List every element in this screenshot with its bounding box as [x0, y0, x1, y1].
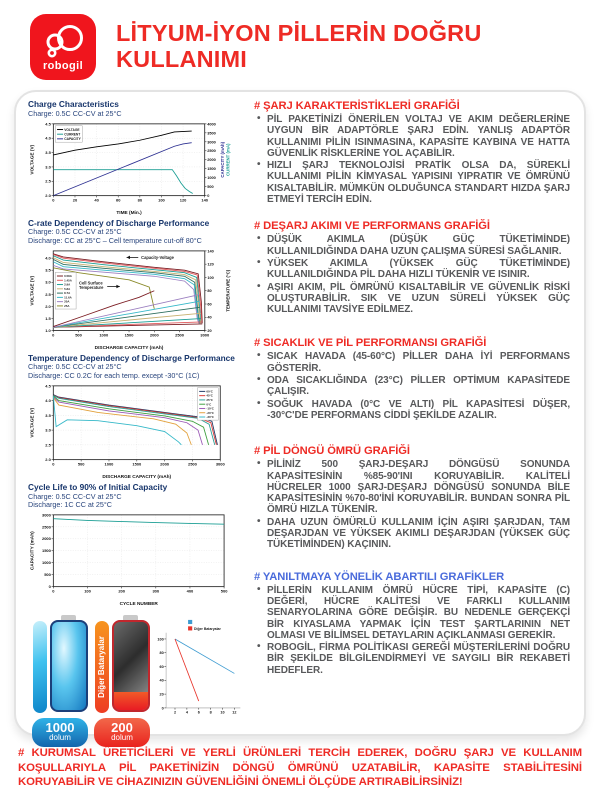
chart-block-crate	[28, 219, 246, 351]
cycle-life-chart	[28, 510, 232, 607]
page-title-line1: LİTYUM-İYON PİLLERİN DOĞRU	[116, 20, 482, 47]
badge-value: 200	[111, 720, 133, 736]
svg-text:CURRENT: CURRENT	[64, 132, 81, 137]
svg-text:CAPACITY (mAh): CAPACITY (mAh)	[30, 531, 36, 571]
svg-text:2000: 2000	[42, 536, 51, 542]
svg-text:CAPACITY (mAh): CAPACITY (mAh)	[219, 141, 225, 178]
svg-text:4.0: 4.0	[45, 135, 51, 141]
svg-text:Diğer Bataryalar: Diğer Bataryalar	[194, 627, 221, 632]
svg-text:2.5: 2.5	[45, 291, 51, 297]
bullet-list	[254, 351, 570, 421]
svg-text:0: 0	[52, 461, 55, 467]
svg-text:3000: 3000	[200, 332, 210, 338]
svg-text:CURRENT (mA): CURRENT (mA)	[225, 143, 231, 176]
svg-text:0: 0	[48, 584, 51, 590]
svg-text:40: 40	[94, 197, 99, 203]
svg-text:20: 20	[72, 197, 78, 203]
svg-text:100: 100	[157, 637, 164, 642]
bullet-item: • PİLLERİN KULLANIM ÖMRÜ HÜCRE TİPİ, KAPASİTE (C) DEĞERİ, HÜCRE KALİTESİ VE FARKLI KULLANIM SENARYOLARINA GÖRE DEĞİŞİR. BU NEDENLE GERÇEKÇİ BİR KIYASLAMA YAPMAK İÇİN TEST ŞARTLARININ NET OLMASI VE BİLİMSEL DETAYLARIN AÇIKLANMASI GEREKİR.	[267, 585, 570, 641]
svg-text:2.0: 2.0	[45, 457, 51, 463]
svg-text:1.5: 1.5	[45, 315, 51, 321]
svg-text:2: 2	[173, 710, 177, 715]
svg-text:140: 140	[201, 197, 209, 203]
svg-text:4.0: 4.0	[45, 255, 51, 261]
bullet-item: • SOĞUK HAVADA (0°C VE ALTI) PİL KAPASİTESİ DÜŞER, -30°C'DE PERFORMANS CİDDİ ŞEKİLDE AZALIR.	[267, 399, 570, 422]
svg-text:6: 6	[197, 710, 200, 715]
svg-text:60°C: 60°C	[206, 389, 213, 394]
svg-text:20: 20	[159, 692, 164, 697]
svg-text:4.5: 4.5	[45, 121, 51, 127]
bad-battery-badge	[94, 718, 150, 747]
svg-text:1500: 1500	[124, 332, 134, 338]
section-heading: # ŞARJ KARAKTERİSTİKLERİ GRAFİĞİ	[254, 100, 460, 112]
chart-block-cycle-life	[28, 483, 246, 607]
svg-text:Temperature: Temperature	[79, 284, 104, 290]
bullet-list	[254, 585, 570, 676]
svg-text:DISCHARGE CAPACITY (mAh): DISCHARGE CAPACITY (mAh)	[102, 475, 172, 480]
svg-text:1.45A: 1.45A	[64, 278, 72, 283]
robogil-logo-icon	[38, 23, 88, 59]
svg-text:VOLTAGE (V): VOLTAGE (V)	[30, 407, 36, 438]
red-battery-fill	[114, 692, 148, 710]
svg-text:1000: 1000	[104, 461, 114, 467]
badge-unit: dolum	[49, 733, 71, 743]
page-title-line2: KULLANIMI	[116, 46, 248, 72]
bad-battery-row	[95, 615, 150, 713]
svg-text:TIME (Min.): TIME (Min.)	[116, 210, 142, 216]
page-header	[0, 0, 600, 84]
svg-text:120: 120	[179, 197, 187, 203]
svg-text:10: 10	[220, 710, 225, 715]
temperature-discharge-chart	[28, 381, 232, 480]
chart-subtitle: Charge: 0.5C CC-CV at 25°C	[28, 227, 122, 237]
svg-text:0: 0	[207, 192, 210, 198]
battery-comparison-graphic	[32, 615, 246, 747]
good-battery-group	[32, 615, 88, 747]
svg-text:3.5: 3.5	[45, 149, 51, 155]
red-battery-body	[112, 620, 150, 712]
svg-text:2.9A: 2.9A	[64, 282, 71, 287]
svg-text:8.7A: 8.7A	[64, 291, 71, 296]
chart-subtitle: Discharge: 1C CC at 25°C	[28, 499, 112, 509]
svg-text:-30°C: -30°C	[206, 415, 214, 420]
svg-text:VOLTAGE (V): VOLTAGE (V)	[30, 275, 36, 306]
badge-value: 1000	[45, 720, 75, 736]
svg-text:8: 8	[209, 710, 212, 715]
sections-column	[250, 100, 574, 730]
chart-block-temperature	[28, 354, 246, 480]
svg-text:CYCLE NUMBER: CYCLE NUMBER	[119, 602, 158, 608]
section-desarj-akimi	[254, 220, 570, 315]
svg-text:3500: 3500	[207, 130, 216, 136]
chart-title: C-rate Dependency of Discharge Performance	[28, 217, 210, 228]
badge-unit: dolum	[111, 733, 133, 743]
svg-text:140: 140	[207, 248, 214, 254]
svg-text:100: 100	[207, 274, 214, 280]
svg-text:1.0: 1.0	[45, 327, 51, 333]
svg-text:120: 120	[207, 261, 214, 267]
svg-text:1000: 1000	[207, 174, 216, 180]
chart-subtitle: Charge: 0.5C CC-CV at 25°C	[28, 491, 122, 501]
svg-text:2.0: 2.0	[45, 303, 51, 309]
svg-text:11.6A: 11.6A	[64, 295, 72, 300]
bullet-item: • SICAK HAVADA (45-60°C) PİLLER DAHA İYİ PERFORMANS GÖSTERİR.	[267, 351, 570, 374]
svg-text:3000: 3000	[215, 461, 225, 467]
chart-subtitle: Discharge: CC at 25°C – Cell temperature cut-off 80°C	[28, 235, 202, 245]
svg-text:20: 20	[207, 327, 212, 333]
svg-text:Capacity-Voltage: Capacity-Voltage	[141, 254, 174, 260]
svg-text:80: 80	[137, 197, 143, 203]
charts-column	[24, 99, 246, 743]
svg-text:0: 0	[52, 332, 55, 338]
svg-text:4.0: 4.0	[45, 398, 51, 404]
svg-text:CAPACITY: CAPACITY	[64, 136, 81, 141]
section-yaniltici-grafikler	[254, 571, 570, 676]
svg-text:1000: 1000	[42, 560, 51, 566]
bullet-item: • DAHA UZUN ÖMÜRLÜ KULLANIM İÇİN AŞIRI ŞARJDAN, TAM DEŞARJDAN VE YÜKSEK AKIMLI DEŞARJDAN (YÜKSEK GÜÇ TÜKETİMİNDEN) KAÇININ.	[267, 517, 570, 551]
svg-text:2.5: 2.5	[45, 442, 51, 448]
svg-text:200: 200	[118, 588, 125, 594]
bullet-item: • AŞIRI AKIM, PİL ÖMRÜNÜ KISALTABİLİR VE GÜVENLİK RİSKİ OLUŞTURABİLİR. SIK VE UZUN SÜRELİ YÜKSEK GÜÇ KULLANIMI TAVSİYE EDİLMEZ.	[267, 282, 570, 316]
chart-block-charge	[28, 100, 246, 216]
section-sarj-karakteristikleri	[254, 100, 570, 205]
chart-subtitle: Charge: 0.5C CC-CV at 25°C	[28, 362, 122, 372]
chart-title: Temperature Dependency of Discharge Performance	[28, 352, 235, 363]
bullet-item: • ROBOGİL, FİRMA POLİTİKASI GEREĞİ MÜŞTERİLERİNİ DOĞRU BİR ŞEKİLDE BİLGİLENDİRMEYİ VE SAYGILI BİR REKABETİ HEDEFLER.	[267, 642, 570, 676]
svg-text:60: 60	[159, 665, 164, 670]
svg-text:3.0: 3.0	[45, 427, 51, 433]
svg-text:4: 4	[185, 710, 188, 715]
battery-comparison-mini-chart	[156, 617, 244, 720]
svg-text:25A: 25A	[64, 303, 70, 308]
svg-text:VOLTAGE: VOLTAGE	[64, 127, 80, 132]
svg-text:2500: 2500	[42, 524, 51, 530]
svg-text:0.58A: 0.58A	[64, 274, 72, 279]
chart-subtitle: Charge: 0.5C CC-CV at 25°C	[28, 108, 122, 118]
bullet-list	[254, 114, 570, 205]
section-dongu-omru	[254, 445, 570, 550]
section-heading: # PİL DÖNGÜ ÖMRÜ GRAFİĞİ	[254, 445, 410, 458]
blue-battery-body	[50, 620, 88, 712]
svg-text:2500: 2500	[175, 332, 184, 338]
svg-text:2.0: 2.0	[45, 192, 51, 198]
blue-battery	[50, 615, 88, 712]
svg-text:80: 80	[159, 651, 164, 656]
svg-text:1500: 1500	[207, 165, 216, 171]
svg-text:3.5: 3.5	[45, 412, 51, 418]
svg-text:500: 500	[77, 461, 85, 467]
svg-text:3.0: 3.0	[45, 164, 51, 170]
svg-text:2500: 2500	[207, 148, 216, 154]
chart-title: Cycle Life to 90% of Initial Capacity	[28, 482, 168, 492]
svg-text:2.5: 2.5	[45, 178, 51, 184]
logo-text: robogil	[42, 59, 84, 72]
red-battery	[112, 615, 150, 712]
svg-text:TEMPERATURE (°C): TEMPERATURE (°C)	[225, 269, 231, 312]
svg-text:60: 60	[207, 301, 212, 307]
bullet-item: • ODA SICAKLIĞINDA (23°C) PİLLER OPTİMUM KAPASİTEDE ÇALIŞIR.	[267, 375, 570, 398]
svg-text:1500: 1500	[132, 461, 142, 467]
svg-text:DISCHARGE CAPACITY (mAh): DISCHARGE CAPACITY (mAh)	[94, 345, 164, 351]
robogil-logo	[30, 14, 96, 80]
chart-title: Charge Characteristics	[28, 99, 119, 109]
svg-text:0: 0	[52, 197, 55, 203]
svg-text:0: 0	[52, 588, 55, 594]
crate-discharge-chart	[28, 246, 232, 351]
svg-text:1500: 1500	[42, 548, 51, 554]
svg-text:500: 500	[75, 332, 82, 338]
bullet-item: • PİL PAKETİNİZİ ÖNERİLEN VOLTAJ VE AKIM DEĞERLERİNE UYGUN BİR ADAPTÖRLE ŞARJ EDİN. YANLIŞ ADAPTÖR KULLANIMI PİLİN ISINMASINA, KAPASİTE KAYBINA VE HATTA GÜVENLİK RİSKLERİNE YOL AÇABİLİR.	[267, 114, 570, 159]
svg-text:0: 0	[161, 706, 164, 711]
svg-text:60: 60	[116, 197, 121, 203]
svg-text:-10°C: -10°C	[206, 406, 214, 411]
good-battery-row	[33, 615, 88, 713]
section-heading: # YANILTMAYA YÖNELİK ABARTILI GRAFİKLER	[254, 570, 505, 583]
svg-text:500: 500	[220, 588, 228, 594]
bullet-item: • YÜKSEK AKIMLA (YÜKSEK GÜÇ TÜKETİMİNDE) KULLANILDIĞINDA PİL DAHA HIZLI TÜKENİR VE ISINIR.	[267, 258, 570, 281]
svg-text:2500: 2500	[188, 461, 197, 467]
svg-text:4000: 4000	[207, 121, 216, 127]
svg-text:20A: 20A	[64, 299, 70, 304]
svg-text:45°C: 45°C	[206, 393, 213, 398]
other-batteries-label: Diğer Bataryalar	[97, 636, 106, 698]
svg-text:2000: 2000	[207, 157, 216, 163]
svg-text:3.0: 3.0	[45, 279, 51, 285]
svg-text:40: 40	[207, 314, 212, 320]
svg-text:100: 100	[158, 197, 165, 203]
svg-text:5.8A: 5.8A	[64, 286, 71, 291]
svg-text:400: 400	[186, 588, 194, 594]
charge-characteristics-chart	[28, 119, 232, 216]
svg-text:3.5: 3.5	[45, 267, 51, 273]
blue-battery-bar	[33, 621, 47, 713]
svg-text:2000: 2000	[160, 461, 170, 467]
section-sicaklik-performans	[254, 337, 570, 421]
orange-battery-bar	[95, 621, 109, 713]
bullet-item: • DÜŞÜK AKIMLA (DÜŞÜK GÜÇ TÜKETİMİNDE) KULLANILDIĞINDA DAHA UZUN ÇALIŞMA SÜRESİ SAĞLANIR.	[267, 234, 570, 257]
page-title	[116, 21, 482, 73]
svg-text:40: 40	[159, 678, 164, 683]
main-card	[14, 90, 586, 743]
svg-text:12: 12	[232, 710, 237, 715]
svg-text:3000: 3000	[42, 512, 51, 518]
svg-text:-20°C: -20°C	[206, 410, 214, 415]
svg-text:80: 80	[207, 288, 212, 294]
chart-subtitle: Discharge: CC 0.2C for each temp. except -30°C (1C)	[28, 370, 200, 380]
svg-text:Cell Surface: Cell Surface	[79, 280, 103, 286]
good-battery-badge	[32, 718, 88, 747]
svg-text:1000: 1000	[99, 332, 109, 338]
bad-battery-group	[94, 615, 150, 747]
svg-text:0°C: 0°C	[206, 402, 212, 407]
bullet-list	[254, 459, 570, 550]
svg-text:4.5: 4.5	[45, 383, 51, 389]
bullet-item: • HIZLI ŞARJ TEKNOLOJİSİ PRATİK OLSA DA, SÜREKLİ KULLANIMI PİLİN KİMYASAL YAPISINI YIPRATIR VE ÖMRÜNÜ KISALTABİLİR. MÜMKÜN OLDUĞUNCA STANDART HIZDA ŞARJ ETMEYİ TERCİH EDİN.	[267, 160, 570, 205]
bullet-list	[254, 234, 570, 315]
svg-text:VOLTAGE (V): VOLTAGE (V)	[30, 144, 36, 175]
svg-text:2000: 2000	[149, 332, 159, 338]
section-heading: # SICAKLIK VE PİL PERFORMANSI GRAFİĞİ	[254, 337, 487, 350]
footer-note: # KURUMSAL ÜRETİCİLERİ VE YERLİ ÜRÜNLERİ TERCİH EDEREK, DOĞRU ŞARJ VE KULLANIM KOŞULLARIYLA PİL PAKETİNİZİN DÖNGÜ ÖMRÜNÜ UZATABİLİR, KAPASİTE STABİLİTESİNİ KORUYABİLİR VE CİHAZINIZIN GÜVENLİĞİNİ ÖNEMLİ ÖLÇÜDE ARTIRABİLİRSİNİZ!	[18, 747, 582, 789]
svg-text:3000: 3000	[207, 139, 216, 145]
section-heading: # DEŞARJ AKIMI VE PERFORMANS GRAFİĞİ	[254, 220, 490, 233]
bullet-item: • PİLİNİZ 500 ŞARJ-DEŞARJ DÖNGÜSÜ SONUNDA KAPASİTESİNİN %85-90'INI KORUYABİLİR. KALİTELİ HÜCRELER 1000 ŞARJ-DEŞARJ DÖNGÜSÜ SONUNDA BİLE KAPASİTESİNİN %70-80'İNİ KORUYABİLİR. BUNDAN SONRA PİL ÖMRÜ HIZLA TÜKENİR.	[267, 459, 570, 515]
svg-text:500: 500	[207, 183, 214, 189]
svg-text:300: 300	[152, 588, 160, 594]
svg-text:25°C: 25°C	[206, 398, 213, 403]
svg-text:500: 500	[44, 572, 51, 578]
svg-text:100: 100	[84, 588, 91, 594]
